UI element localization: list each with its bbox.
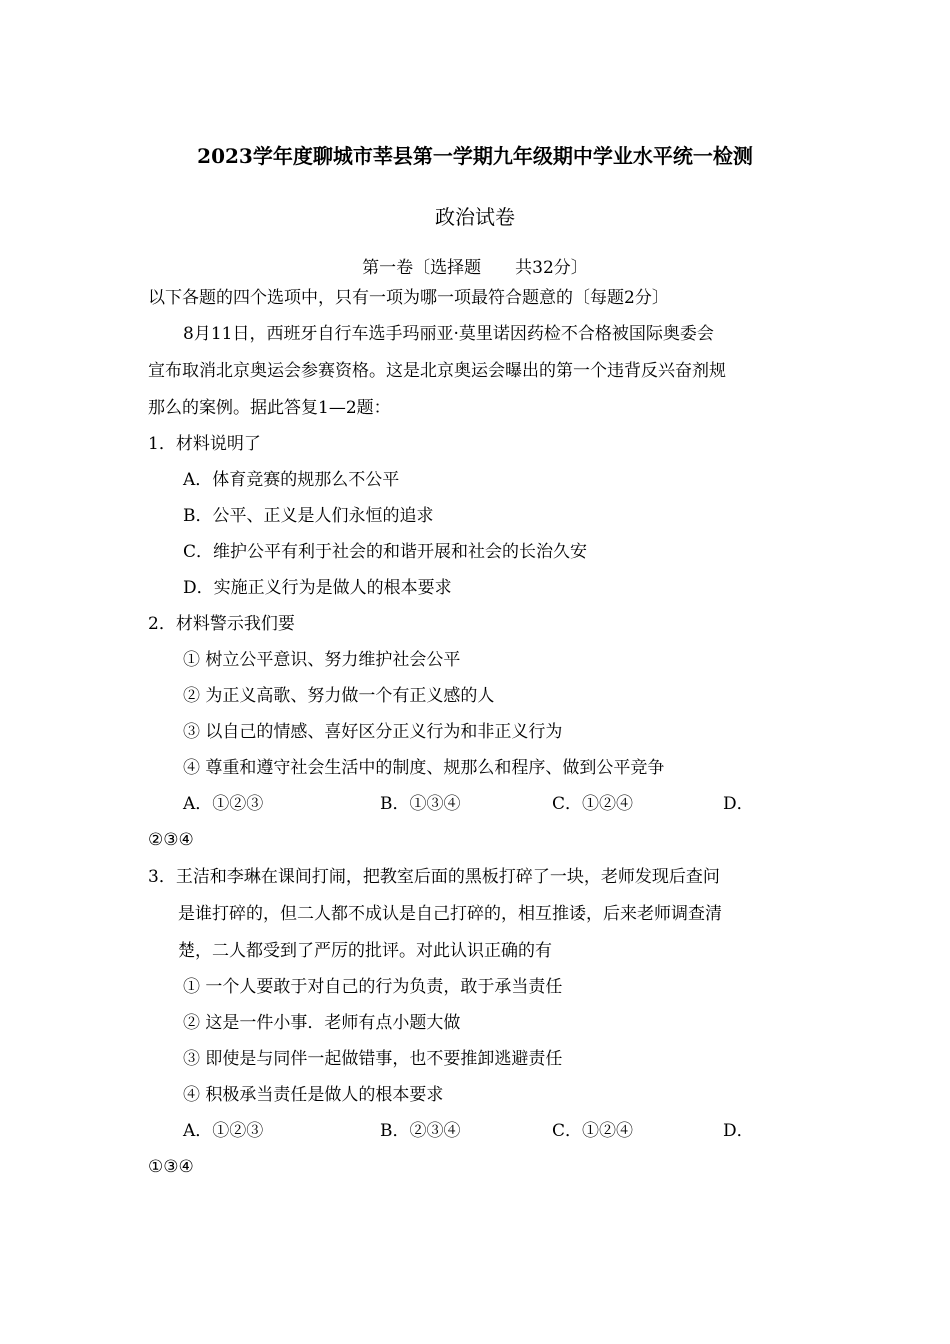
q3-option-d: D．	[723, 1121, 754, 1141]
q2-option-d: D．	[723, 794, 754, 814]
q2-statement-2: ② 为正义高歌、努力做一个有正义感的人	[183, 686, 495, 706]
exam-title: 2023学年度聊城市莘县第一学期九年级期中学业水平统一检测	[197, 144, 753, 168]
q3-option-a: A．①②③	[183, 1121, 264, 1141]
q2-option-d-continued: ②③④	[148, 830, 194, 850]
exam-subtitle: 政治试卷	[435, 205, 515, 229]
material-line-3: 那么的案例。据此答复1—2题：	[148, 398, 391, 418]
q3-option-c: C．①②④	[552, 1121, 634, 1141]
q3-statement-1: ① 一个人要敢于对自己的行为负责，敢于承当责任	[183, 977, 563, 997]
q2-statement-3: ③ 以自己的情感、喜好区分正义行为和非正义行为	[183, 722, 563, 742]
section-heading: 第一卷〔选择题 共32分〕	[362, 258, 588, 278]
q2-option-b: B．①③④	[380, 794, 461, 814]
q1-option-b: B．公平、正义是人们永恒的追求	[183, 506, 434, 526]
q3-stem-line-1: 3．王洁和李琳在课间打闹，把教室后面的黑板打碎了一块，老师发现后查问	[148, 867, 720, 887]
instruction-text: 以下各题的四个选项中，只有一项为哪一项最符合题意的〔每题2分〕	[148, 288, 669, 308]
q3-statement-4: ④ 积极承当责任是做人的根本要求	[183, 1085, 444, 1105]
q2-stem: 2．材料警示我们要	[148, 614, 295, 634]
q3-option-d-continued: ①③④	[148, 1157, 194, 1177]
q1-stem: 1．材料说明了	[148, 434, 261, 454]
material-line-2: 宣布取消北京奥运会参赛资格。这是北京奥运会曝出的第一个违背反兴奋剂规	[148, 361, 726, 381]
q3-statement-3: ③ 即使是与同伴一起做错事，也不要推卸逃避责任	[183, 1049, 563, 1069]
q2-statement-4: ④ 尊重和遵守社会生活中的制度、规那么和程序、做到公平竞争	[183, 758, 665, 778]
q1-option-c: C．维护公平有利于社会的和谐开展和社会的长治久安	[183, 542, 588, 562]
q3-statement-2: ② 这是一件小事．老师有点小题大做	[183, 1013, 461, 1033]
q2-option-c: C．①②④	[552, 794, 634, 814]
q3-option-b: B．②③④	[380, 1121, 461, 1141]
q1-option-a: A．体育竞赛的规那么不公平	[183, 470, 400, 490]
q2-option-a: A．①②③	[183, 794, 264, 814]
q1-option-d: D．实施正义行为是做人的根本要求	[183, 578, 452, 598]
q3-stem-line-3: 楚，二人都受到了严厉的批评。对此认识正确的有	[178, 941, 552, 961]
q3-stem-line-2: 是谁打碎的，但二人都不成认是自己打碎的，相互推诿，后来老师调查清	[178, 904, 722, 924]
material-line-1: 8月11日，西班牙自行车选手玛丽亚·莫里诺因药检不合格被国际奥委会	[183, 324, 714, 344]
q2-statement-1: ① 树立公平意识、努力维护社会公平	[183, 650, 461, 670]
